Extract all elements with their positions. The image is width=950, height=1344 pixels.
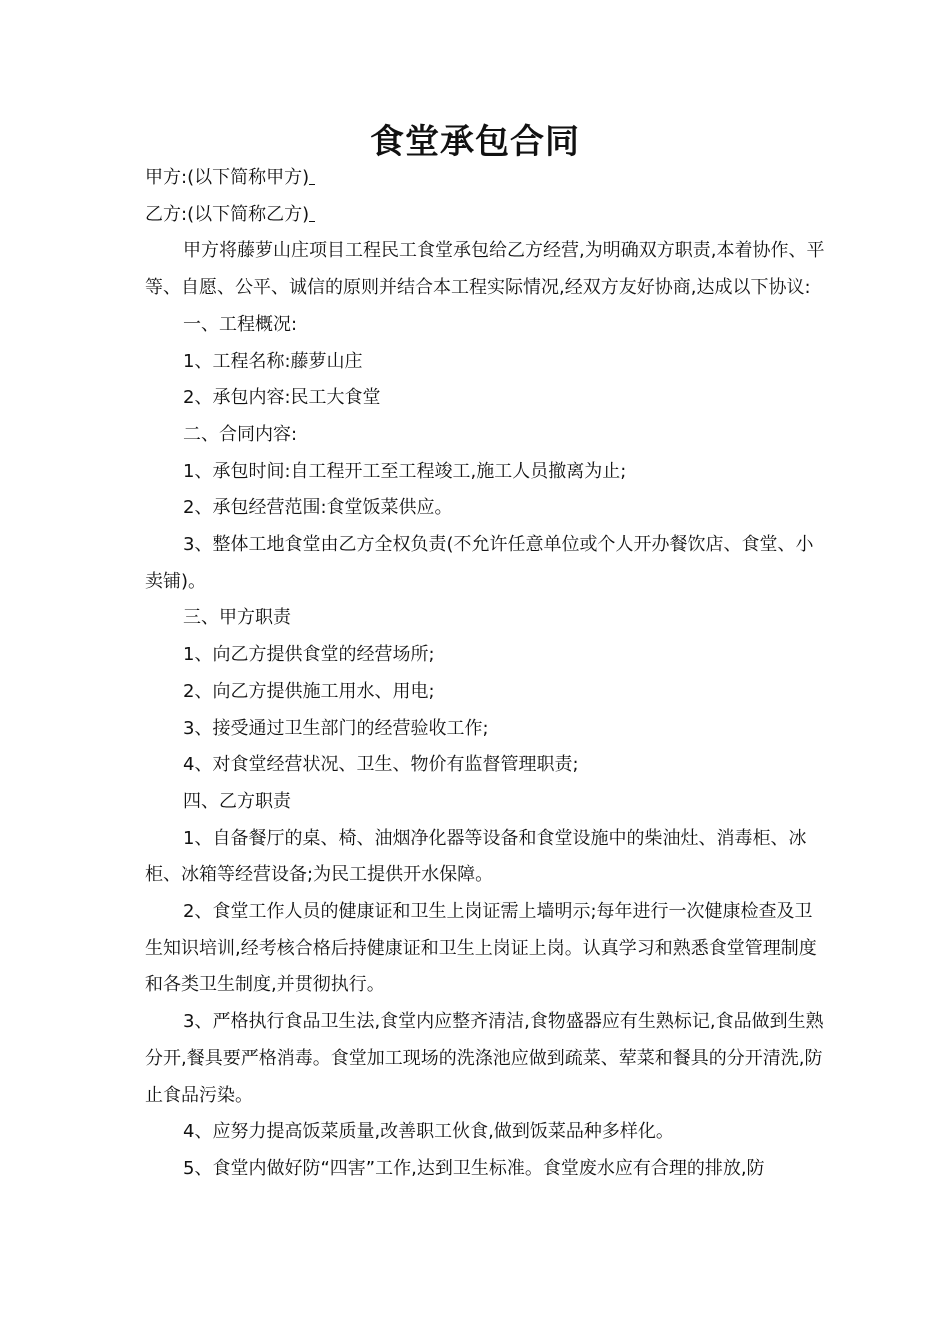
clause-item: 2、承包经营范围:食堂饭菜供应。 bbox=[183, 497, 453, 519]
party-b-label: 乙方:(以下简称乙方) bbox=[145, 203, 310, 225]
clause-item: 2、向乙方提供施工用水、用电; bbox=[183, 680, 435, 702]
party-b-line bbox=[145, 197, 825, 234]
section-heading: 四、乙方职责 bbox=[183, 790, 291, 812]
party-a-label: 甲方:(以下简称甲方) bbox=[145, 167, 310, 188]
section-heading: 一、工程概况: bbox=[183, 313, 298, 335]
intro-paragraph: 甲方将藤萝山庄项目工程民工食堂承包给乙方经营,为明确双方职责,本着协作、平等、自愿、公平、诚信的原则并结合本工程实际情况,经双方友好协商,达成以下协议: bbox=[145, 240, 825, 299]
clause-item: 2、食堂工作人员的健康证和卫生上岗证需上墙明示;每年进行一次健康检查及卫生知识培训,经考核合格后持健康证和卫生上岗证上岗。认真学习和熟悉食堂管理制度和各类卫生制度,并贯彻执行。 bbox=[145, 901, 817, 996]
section-heading: 三、甲方职责 bbox=[183, 607, 291, 629]
clause-item: 1、自备餐厅的桌、椅、油烟净化器等设备和食堂设施中的柴油灶、消毒柜、冰柜、冰箱等经营设备;为民工提供开水保障。 bbox=[145, 827, 807, 886]
clause-item: 4、应努力提高饭菜质量,改善职工伙食,做到饭菜品种多样化。 bbox=[183, 1121, 674, 1143]
clause-item: 5、食堂内做好防“四害”工作,达到卫生标准。食堂废水应有合理的排放,防 bbox=[183, 1157, 765, 1179]
clause-item: 1、工程名称:藤萝山庄 bbox=[183, 350, 363, 372]
clause-item: 2、承包内容:民工大食堂 bbox=[183, 387, 381, 409]
clause-item: 4、对食堂经营状况、卫生、物价有监督管理职责; bbox=[183, 754, 579, 776]
clause-item: 1、向乙方提供食堂的经营场所; bbox=[183, 644, 435, 666]
clause-item: 3、接受通过卫生部门的经营验收工作; bbox=[183, 717, 489, 739]
document-title: 食堂承包合同 bbox=[370, 122, 580, 162]
party-b-blank bbox=[309, 201, 315, 222]
party-a-line bbox=[145, 160, 825, 197]
clause-item: 1、承包时间:自工程开工至工程竣工,施工人员撤离为止; bbox=[183, 460, 627, 482]
party-a-blank bbox=[309, 164, 315, 185]
section-heading: 二、合同内容: bbox=[183, 423, 298, 445]
clause-item: 3、严格执行食品卫生法,食堂内应整齐清洁,食物盛器应有生熟标记,食品做到生熟分开,餐具要严格消毒。食堂加工现场的洗涤池应做到疏菜、荤菜和餐具的分开清洗,防止食品污染。 bbox=[145, 1011, 824, 1106]
clause-item: 3、整体工地食堂由乙方全权负责(不允许任意单位或个人开办餐饮店、食堂、小卖铺)。 bbox=[145, 534, 814, 592]
document-body bbox=[145, 160, 825, 1188]
